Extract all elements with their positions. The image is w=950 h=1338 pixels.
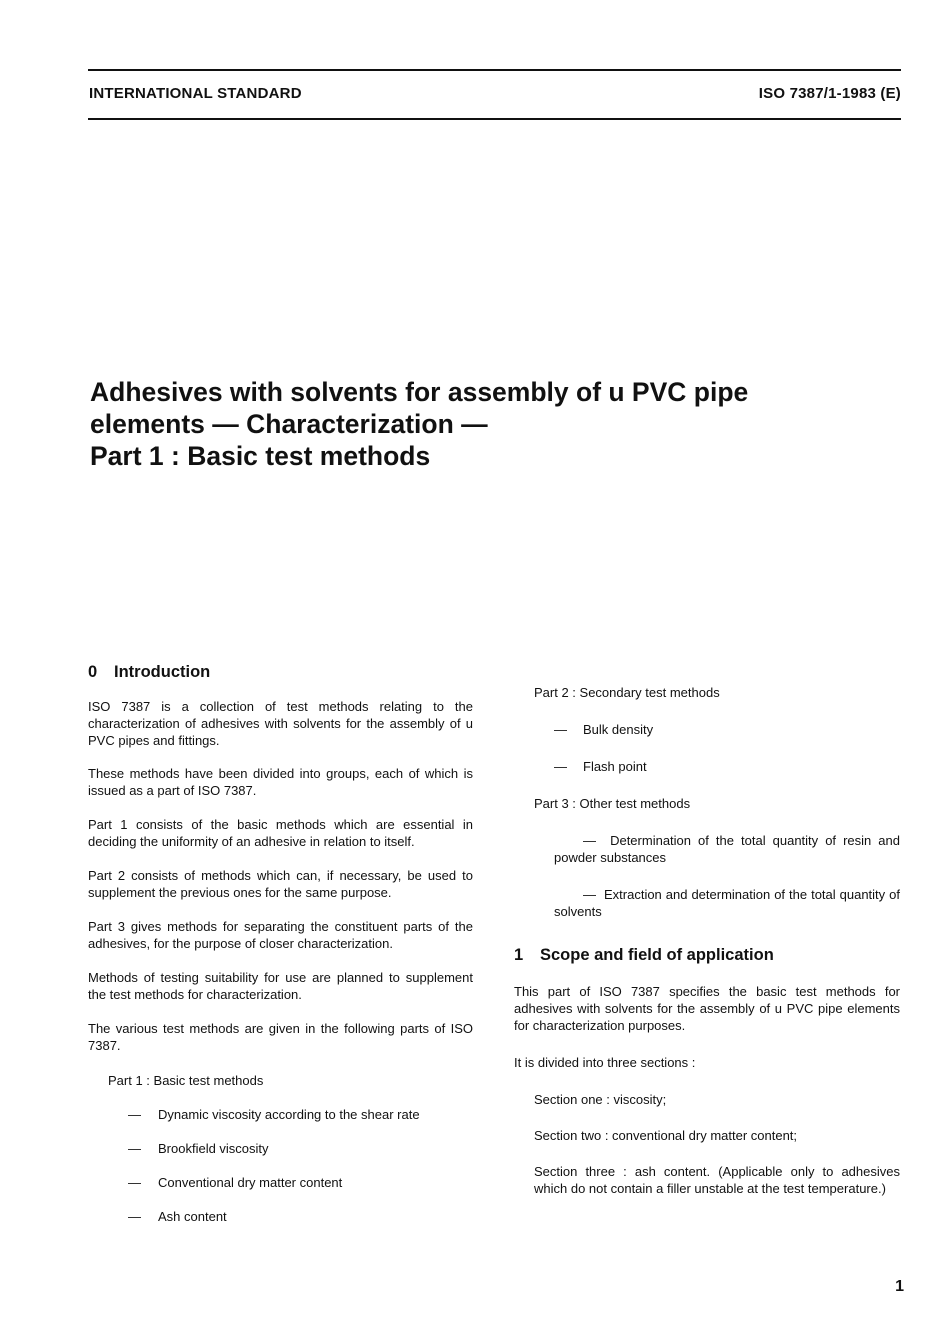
header-bottom-rule [88,118,901,120]
dash: — [583,887,596,902]
header-left: INTERNATIONAL STANDARD [89,85,302,102]
scope-number: 1 [514,946,524,964]
title-line-2: elements — Characterization — [90,409,488,439]
list-item-text: Dynamic viscosity according to the shear rate [158,1107,420,1122]
header-top-rule [88,69,901,71]
intro-heading [88,662,473,682]
intro-paragraph: ISO 7387 is a collection of test methods relating to the characterization of adhesives with solvents for the assembly of u PVC pipes and fittings. [88,699,473,748]
intro-heading-text: Introduction [114,663,211,681]
scope-paragraph: It is divided into three sections : [514,1055,696,1070]
dash: — [128,1141,141,1156]
dash: — [583,833,596,848]
header-right: ISO 7387/1-1983 (E) [758,85,901,102]
intro-paragraph: These methods have been divided into groups, each of which is issued as a part of ISO 7387. [88,766,473,798]
intro-paragraph: The various test methods are given in the following parts of ISO 7387. [88,1021,473,1053]
title-line-1: Adhesives with solvents for assembly of u PVC pipe [90,377,749,407]
part1-label: Part 1 : Basic test methods [108,1073,264,1088]
dash: — [128,1209,141,1224]
intro-number: 0 [88,663,98,681]
list-item [88,1140,473,1157]
list-item-text: Brookfield viscosity [158,1141,269,1156]
list-item [514,758,900,775]
left-column [88,662,473,1225]
right-column [514,684,900,1197]
scope-heading [514,945,900,965]
scope-section: Section two : conventional dry matter content; [534,1128,798,1143]
list-item-text: Ash content [158,1209,227,1224]
intro-paragraph: Part 2 consists of methods which can, if necessary, be used to supplement the previous ones for the same purpose. [88,868,473,900]
dash: — [128,1107,141,1122]
list-item [88,1106,473,1123]
document-title [90,376,890,472]
title-line-3: Part 1 : Basic test methods [90,441,431,471]
scope-heading-text: Scope and field of application [540,946,774,964]
list-item [88,1174,473,1191]
page-number: 1 [895,1278,904,1295]
list-item-text: Extraction and determination of the total quantity of solvents [554,887,900,919]
list-item [88,1208,473,1225]
dash: — [554,722,567,737]
scope-section: Section three : ash content. (Applicable only to adhesives which do not contain a filler unstable at the test temperature.) [534,1164,900,1196]
scope-paragraph: This part of ISO 7387 specifies the basic test methods for adhesives with solvents for the assembly of u PVC pipe elements for characterization purposes. [514,984,900,1033]
dash: — [554,759,567,774]
intro-paragraph: Methods of testing suitability for use are planned to supplement the test methods for characterization. [88,970,473,1002]
list-item-text: Bulk density [583,722,654,737]
list-item-text: Flash point [583,759,647,774]
part3-label: Part 3 : Other test methods [534,796,691,811]
intro-paragraph: Part 1 consists of the basic methods which are essential in deciding the uniformity of an adhesive in relation to itself. [88,817,473,849]
list-item-text: Determination of the total quantity of resin and powder substances [554,833,900,865]
part2-label: Part 2 : Secondary test methods [534,685,720,700]
dash: — [128,1175,141,1190]
intro-paragraph: Part 3 gives methods for separating the constituent parts of the adhesives, for the purpose of closer characterization. [88,919,473,951]
list-item-text: Conventional dry matter content [158,1175,343,1190]
scope-section: Section one : viscosity; [534,1092,667,1107]
list-item [514,886,900,920]
list-item [514,832,900,866]
list-item [514,721,900,738]
